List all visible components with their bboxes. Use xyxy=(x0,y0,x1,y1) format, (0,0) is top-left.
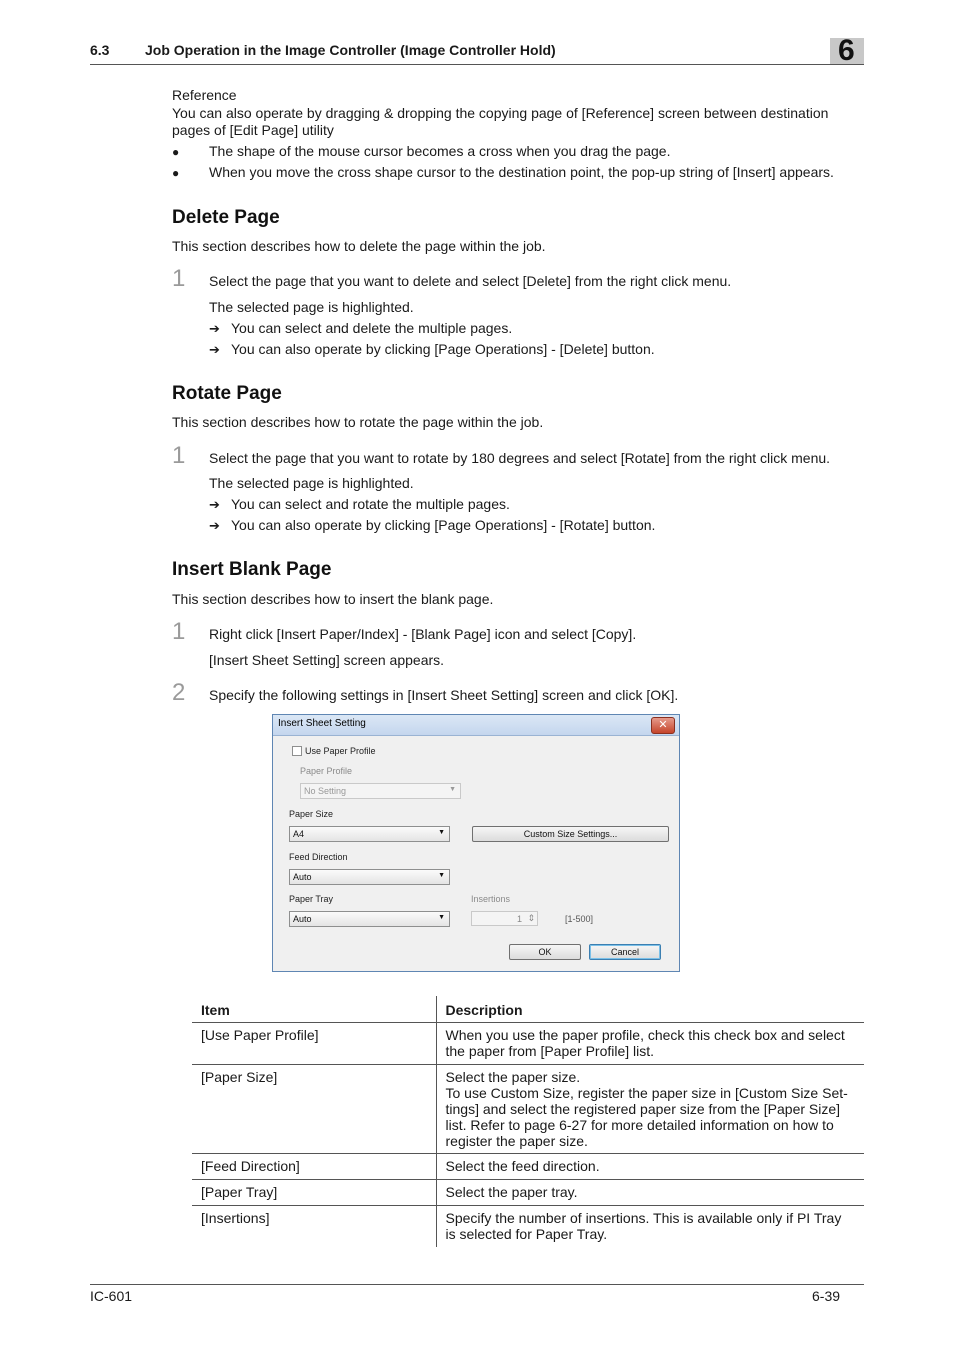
step-number: 2 xyxy=(172,679,186,706)
paper-tray-value: Auto xyxy=(293,914,312,924)
cancel-button[interactable]: Cancel xyxy=(589,944,661,960)
step-number: 1 xyxy=(172,265,186,292)
step-number: 1 xyxy=(172,618,186,645)
bullet-icon: ● xyxy=(172,166,180,180)
rotate-note-2: You can also operate by clicking [Page Operations] - [Rotate] button. xyxy=(231,517,656,533)
reference-bullet-2: When you move the cross shape cursor to the destination point, the pop-up string of [Insert] appears. xyxy=(209,164,834,180)
insertions-label: Insertions xyxy=(471,894,511,904)
arrow-icon: ➔ xyxy=(209,497,220,512)
rotate-page-heading: Rotate Page xyxy=(172,383,282,404)
desc-line: When you use the paper profile, check this check box and select xyxy=(445,1026,845,1043)
table-header-item: Item xyxy=(192,996,436,1022)
rotate-step-result: The selected page is highlighted. xyxy=(209,475,414,491)
table-cell-description xyxy=(436,1179,864,1205)
insertions-value: 1 xyxy=(516,914,522,924)
spin-arrows-icon[interactable]: ⇕ xyxy=(527,913,535,923)
paper-profile-label: Paper Profile xyxy=(300,766,353,776)
paper-tray-label: Paper Tray xyxy=(289,894,334,904)
use-paper-profile-label: Use Paper Profile xyxy=(305,746,376,756)
paper-size-select[interactable] xyxy=(289,826,450,842)
desc-line: the paper from [Paper Profile] list. xyxy=(445,1042,655,1059)
arrow-icon: ➔ xyxy=(209,342,220,357)
paper-size-value: A4 xyxy=(293,829,305,839)
settings-table xyxy=(192,996,864,1247)
arrow-icon: ➔ xyxy=(209,321,220,336)
paper-profile-value: No Setting xyxy=(304,786,347,796)
chapter-number: 6 xyxy=(838,34,855,67)
footer-product: IC-601 xyxy=(90,1288,133,1304)
feed-direction-value: Auto xyxy=(293,872,312,882)
delete-note-2: You can also operate by clicking [Page Operations] - [Delete] button. xyxy=(231,341,655,357)
chevron-down-icon: ▼ xyxy=(449,786,456,793)
table-row xyxy=(192,1064,864,1153)
table-row xyxy=(192,1022,864,1064)
footer-rule xyxy=(90,1284,864,1285)
insert-step2-text: Specify the following settings in [Insert Sheet Setting] screen and click [OK]. xyxy=(209,687,679,703)
insert-step1-text: Right click [Insert Paper/Index] - [Blank Page] icon and select [Copy]. xyxy=(209,626,637,642)
reference-text-line1: You can also operate by dragging & dropping the copying page of [Reference] screen between destination xyxy=(172,105,829,121)
table-cell-description xyxy=(436,1205,864,1247)
delete-step-result: The selected page is highlighted. xyxy=(209,299,414,315)
delete-note-1: You can select and delete the multiple pages. xyxy=(231,320,513,336)
reference-text-line2: pages of [Edit Page] utility xyxy=(172,122,334,138)
table-cell-description xyxy=(436,1064,864,1153)
desc-line: Select the feed direction. xyxy=(445,1157,600,1174)
footer-page-number: 6-39 xyxy=(812,1288,841,1304)
ok-button[interactable]: OK xyxy=(509,944,581,960)
insert-sheet-setting-dialog xyxy=(272,714,680,972)
custom-size-settings-button[interactable]: Custom Size Settings... xyxy=(472,826,669,842)
table-cell-item: [Insertions] xyxy=(192,1205,436,1247)
delete-page-intro: This section describes how to delete the page within the job. xyxy=(172,238,546,254)
paper-tray-select[interactable] xyxy=(289,911,450,927)
chevron-down-icon: ▼ xyxy=(438,829,445,836)
desc-line: Select the paper tray. xyxy=(445,1183,578,1200)
rotate-page-intro: This section describes how to rotate the page within the job. xyxy=(172,414,544,430)
use-paper-profile-checkbox[interactable] xyxy=(292,746,302,756)
step-number: 1 xyxy=(172,442,186,469)
desc-line: Select the paper size. xyxy=(445,1068,581,1085)
desc-line: register the paper size. xyxy=(445,1132,588,1149)
chevron-down-icon: ▼ xyxy=(438,872,445,879)
table-cell-item: [Paper Tray] xyxy=(192,1179,436,1205)
feed-direction-select[interactable] xyxy=(289,869,450,885)
rotate-note-1: You can select and rotate the multiple pages. xyxy=(231,496,510,512)
desc-line: Specify the number of insertions. This is available only if PI Tray xyxy=(445,1209,842,1226)
section-title: Job Operation in the Image Controller (Image Controller Hold) xyxy=(145,42,556,58)
paper-size-label: Paper Size xyxy=(289,809,334,819)
table-cell-item: [Feed Direction] xyxy=(192,1153,436,1179)
table-header-description: Description xyxy=(445,1002,523,1018)
insert-blank-heading: Insert Blank Page xyxy=(172,559,332,580)
chevron-down-icon: ▼ xyxy=(438,914,445,921)
table-cell-description xyxy=(436,1022,864,1064)
close-icon[interactable]: ✕ xyxy=(651,717,675,734)
insert-blank-intro: This section describes how to insert the blank page. xyxy=(172,591,494,607)
desc-line: list. Refer to page 6-27 for more detailed information on how to xyxy=(445,1116,834,1133)
desc-line: To use Custom Size, register the paper size in [Custom Size Set- xyxy=(445,1084,848,1101)
dialog-title-bar xyxy=(273,715,679,736)
table-cell-description xyxy=(436,1153,864,1179)
insertions-range: [1-500] xyxy=(565,914,594,924)
bullet-icon: ● xyxy=(172,145,180,159)
feed-direction-label: Feed Direction xyxy=(289,852,348,862)
insert-step1-result: [Insert Sheet Setting] screen appears. xyxy=(209,652,445,668)
desc-line: is selected for Paper Tray. xyxy=(445,1225,608,1242)
arrow-icon: ➔ xyxy=(209,518,220,533)
section-number: 6.3 xyxy=(90,42,110,58)
table-row xyxy=(192,1153,864,1179)
table-cell-item: [Paper Size] xyxy=(192,1064,436,1153)
table-row xyxy=(192,1205,864,1247)
table-header-row xyxy=(192,996,864,1022)
paper-profile-select[interactable] xyxy=(300,783,461,799)
insertions-stepper[interactable] xyxy=(471,911,538,926)
dialog-title: Insert Sheet Setting xyxy=(278,718,366,729)
rotate-step-text: Select the page that you want to rotate by 180 degrees and select [Rotate] from the right click menu. xyxy=(209,450,831,466)
table-row xyxy=(192,1179,864,1205)
header-rule xyxy=(90,64,864,65)
reference-label: Reference xyxy=(172,87,237,103)
delete-step-text: Select the page that you want to delete and select [Delete] from the right click menu. xyxy=(209,273,732,289)
table-cell-item: [Use Paper Profile] xyxy=(192,1022,436,1064)
delete-page-heading: Delete Page xyxy=(172,207,280,228)
reference-bullet-1: The shape of the mouse cursor becomes a cross when you drag the page. xyxy=(209,143,671,159)
desc-line: tings] and select the registered paper size from the [Paper Size] xyxy=(445,1100,841,1117)
